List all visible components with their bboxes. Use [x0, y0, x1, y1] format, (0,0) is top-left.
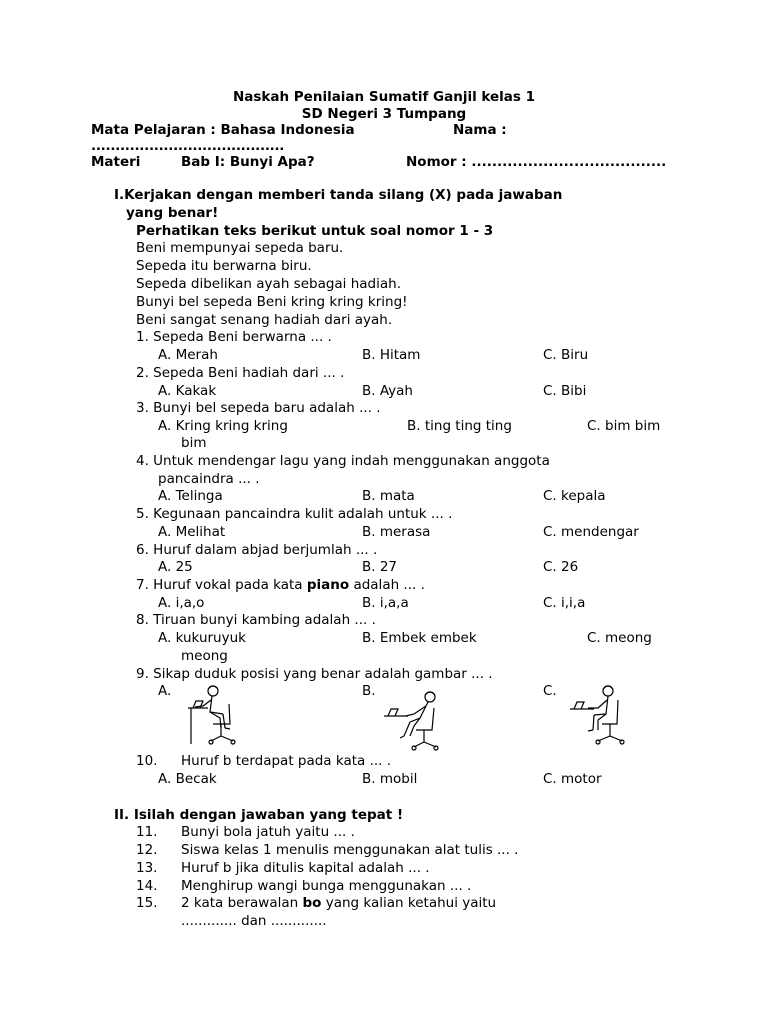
q3-option-b: B. ting ting ting — [407, 418, 512, 434]
item-11-text: Bunyi bola jatuh yaitu ... . — [181, 824, 355, 840]
q5-option-b: B. merasa — [362, 524, 431, 540]
passage-title: Perhatikan teks berikut untuk soal nomor 1 - 3 — [136, 223, 494, 239]
q2-option-c: C. Bibi — [543, 383, 587, 399]
q7-text-pre: 7. Huruf vokal pada kata — [136, 577, 307, 593]
question-3: 3. Bunyi bel sepeda baru adalah ... . — [136, 400, 381, 416]
item-11-number: 11. — [136, 824, 158, 840]
section1-heading-line1: I.Kerjakan dengan memberi tanda silang (X) pada jawaban — [114, 187, 563, 203]
q6-option-a: A. 25 — [158, 559, 193, 575]
item-15-line2: ............. dan ............. — [181, 913, 327, 929]
subject-label: Mata Pelajaran : Bahasa Indonesia — [91, 122, 355, 138]
q8-option-c: C. meong — [587, 630, 652, 646]
q1-option-a: A. Merah — [158, 347, 218, 363]
question-5: 5. Kegunaan pancaindra kulit adalah untuk ... . — [136, 506, 453, 522]
title-line-2: SD Negeri 3 Tumpang — [301, 106, 467, 122]
q5-option-c: C. mendengar — [543, 524, 639, 540]
question-8: 8. Tiruan bunyi kambing adalah ... . — [136, 612, 376, 628]
q8-option-a: A. kukuruyuk — [158, 630, 246, 646]
q2-option-b: B. Ayah — [362, 383, 413, 399]
q8-option-b: B. Embek embek — [362, 630, 477, 646]
question-1: 1. Sepeda Beni berwarna ... . — [136, 329, 332, 345]
item-15-text-pre: 2 kata berawalan — [181, 895, 303, 911]
passage-line: Beni sangat senang hadiah dari ayah. — [136, 312, 393, 328]
q9-option-a: A. — [158, 683, 172, 699]
q4-option-a: A. Telinga — [158, 488, 223, 504]
question-9: 9. Sikap duduk posisi yang benar adalah gambar ... . — [136, 666, 493, 682]
q3-option-a: A. Kring kring kring — [158, 418, 288, 434]
q10-option-a: A. Becak — [158, 771, 217, 787]
title-line-1: Naskah Penilaian Sumatif Ganjil kelas 1 — [232, 89, 536, 105]
passage-line: Bunyi bel sepeda Beni kring kring kring! — [136, 294, 408, 310]
passage-line: Beni mempunyai sepeda baru. — [136, 240, 344, 256]
q8-option-c-cont: meong — [181, 648, 228, 664]
materi-value: Bab I: Bunyi Apa? — [181, 154, 315, 170]
item-15-number: 15. — [136, 895, 158, 911]
passage-line: Sepeda itu berwarna biru. — [136, 258, 312, 274]
q7-option-b: B. i,a,a — [362, 595, 409, 611]
sitting-figure-a — [183, 684, 245, 746]
q9-option-b: B. — [362, 683, 376, 699]
q10-option-c: C. motor — [543, 771, 602, 787]
q4-option-c: C. kepala — [543, 488, 606, 504]
materi-label: Materi — [91, 154, 141, 170]
item-14-number: 14. — [136, 878, 158, 894]
q7-option-c: C. i,i,a — [543, 595, 586, 611]
q2-option-a: A. Kakak — [158, 383, 217, 399]
q1-option-c: C. Biru — [543, 347, 589, 363]
q6-option-b: B. 27 — [362, 559, 398, 575]
name-dots: ........................................ — [91, 138, 285, 154]
q1-option-b: B. Hitam — [362, 347, 421, 363]
q7-text-bold: piano — [306, 577, 350, 593]
question-2: 2. Sepeda Beni hadiah dari ... . — [136, 365, 345, 381]
q10-option-b: B. mobil — [362, 771, 418, 787]
item-14-text: Menghirup wangi bunga menggunakan ... . — [181, 878, 472, 894]
passage-line: Sepeda dibelikan ayah sebagai hadiah. — [136, 276, 401, 292]
q3-option-c-cont: bim — [181, 435, 207, 451]
q4-option-b: B. mata — [362, 488, 415, 504]
item-13-number: 13. — [136, 860, 158, 876]
question-4: 4. Untuk mendengar lagu yang indah menggunakan anggota — [136, 453, 550, 469]
question-10: Huruf b terdapat pada kata ... . — [181, 753, 392, 769]
section1-heading-line2: yang benar! — [126, 205, 219, 221]
q6-option-c: C. 26 — [543, 559, 579, 575]
item-13-text: Huruf b jika ditulis kapital adalah ... . — [181, 860, 430, 876]
item-15-text-bold: bo — [302, 895, 322, 911]
item-15-text — [181, 894, 496, 912]
item-15-text-post: yang kalian ketahui yaitu — [321, 895, 497, 911]
q7-text-post: adalah ... . — [349, 577, 425, 593]
section2-heading: II. Isilah dengan jawaban yang tepat ! — [114, 807, 404, 823]
question-6: 6. Huruf dalam abjad berjumlah ... . — [136, 542, 378, 558]
q7-option-a: A. i,a,o — [158, 595, 205, 611]
question-10-number: 10. — [136, 753, 158, 769]
name-label: Nama : — [453, 122, 507, 138]
question-4-cont: pancaindra ... . — [158, 471, 260, 487]
sitting-figure-c — [568, 684, 630, 746]
q9-option-c: C. — [543, 683, 557, 699]
sitting-figure-b — [380, 690, 442, 752]
item-12-number: 12. — [136, 842, 158, 858]
question-7 — [136, 576, 425, 594]
item-12-text: Siswa kelas 1 menulis menggunakan alat tulis ... . — [181, 842, 519, 858]
q3-option-c: C. bim bim — [587, 418, 661, 434]
nomor-label: Nomor : ...................................... — [406, 154, 667, 170]
q5-option-a: A. Melihat — [158, 524, 226, 540]
